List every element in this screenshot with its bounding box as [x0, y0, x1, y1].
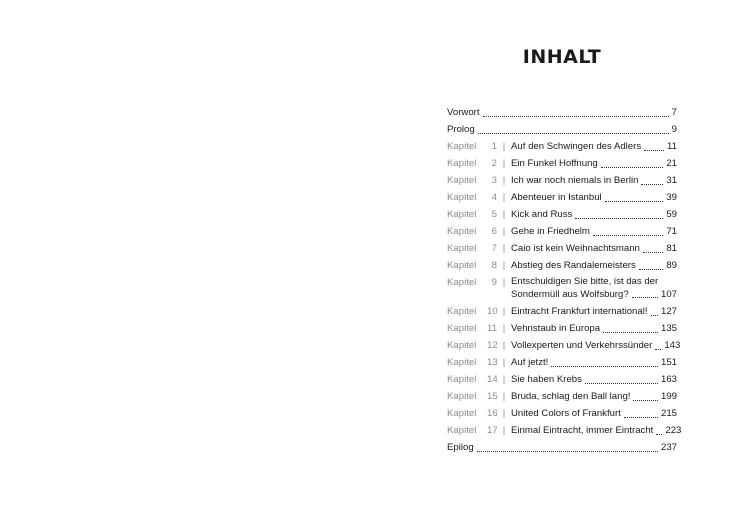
toc-entry-page: 39: [666, 192, 677, 203]
toc-entry-label: United Colors of Frankfurt: [511, 408, 621, 419]
toc-entry-vorwort: [447, 104, 677, 121]
toc-entry-label: Auf den Schwingen des Adlers: [511, 141, 642, 152]
dot-leader: [655, 349, 661, 350]
kapitel-number: 14: [487, 374, 498, 385]
separator: |: [502, 192, 506, 203]
toc-entry-label: Kick and Russ: [511, 209, 573, 220]
toc-entry-kapitel-2: [447, 155, 677, 172]
toc-entry-kapitel-8: [447, 257, 677, 274]
toc-entry-label: Abstieg des Randalemeisters: [511, 260, 636, 271]
kapitel-number: 12: [487, 340, 498, 351]
kapitel-number: 5: [491, 209, 497, 220]
toc-entry-page: 223: [665, 425, 682, 436]
toc-entry-kapitel-6: [447, 223, 677, 240]
toc-entry-label-continued: Sondermüll aus Wolfsburg?: [511, 289, 629, 300]
kapitel-label: Kapitel: [447, 141, 477, 152]
toc-entry-label: Ich war noch niemals in Berlin: [511, 175, 639, 186]
toc-entry-kapitel-11: [447, 320, 677, 337]
toc-entry-page: 11: [667, 141, 677, 152]
kapitel-label: Kapitel: [447, 243, 477, 254]
toc-entry-label: Entschuldigen Sie bitte, ist das der: [511, 276, 659, 287]
separator: |: [502, 357, 506, 368]
kapitel-number: 2: [491, 158, 497, 169]
toc-entry-kapitel-5: [447, 206, 677, 223]
kapitel-number: 9: [491, 277, 497, 288]
toc-entry-label: Vollexperten und Verkehrssünder: [511, 340, 653, 351]
dot-leader: [656, 434, 662, 435]
toc-entry-kapitel-14: [447, 371, 677, 388]
separator: |: [502, 374, 506, 385]
separator: |: [502, 209, 506, 220]
kapitel-number: 13: [487, 357, 498, 368]
kapitel-label: Kapitel: [447, 357, 477, 368]
toc-entry-page: 237: [660, 442, 677, 453]
toc-entry-label: Ein Funkel Hoffnung: [511, 158, 598, 169]
kapitel-number: 7: [491, 243, 497, 254]
toc-entry-label: Vorwort: [447, 107, 480, 118]
kapitel-number: 3: [491, 175, 497, 186]
kapitel-label: Kapitel: [447, 209, 477, 220]
kapitel-label: Kapitel: [447, 175, 477, 186]
toc-entry-kapitel-3: [447, 172, 677, 189]
kapitel-label: Kapitel: [447, 408, 477, 419]
separator: |: [502, 408, 506, 419]
toc-entry-label: Caio ist kein Weihnachtsmann: [511, 243, 640, 254]
kapitel-number: 10: [487, 306, 498, 317]
page-title: INHALT: [522, 46, 602, 68]
toc-entry-label: Sie haben Krebs: [511, 374, 582, 385]
kapitel-number: 16: [487, 408, 498, 419]
kapitel-label: Kapitel: [447, 340, 477, 351]
kapitel-label: Kapitel: [447, 323, 477, 334]
dot-leader: [603, 332, 658, 333]
dot-leader: [575, 218, 663, 219]
dot-leader: [478, 133, 669, 134]
toc-entry-page: 135: [660, 323, 677, 334]
toc-entry-prolog: [447, 121, 677, 138]
separator: |: [502, 260, 506, 271]
dot-leader: [639, 269, 664, 270]
dot-leader: [477, 451, 658, 452]
kapitel-label: Kapitel: [447, 260, 477, 271]
toc-entry-kapitel-9: [447, 274, 677, 303]
toc-entry-page: 71: [666, 226, 677, 237]
separator: |: [502, 175, 506, 186]
toc-entry-label: Gehe in Friedhelm: [511, 226, 590, 237]
toc-entry-kapitel-12: [447, 337, 681, 354]
toc-entry-page: 107: [660, 289, 677, 300]
toc-entry-page: 7: [671, 107, 677, 118]
separator: |: [502, 391, 506, 402]
separator: |: [502, 306, 506, 317]
kapitel-number: 11: [487, 323, 497, 334]
kapitel-label: Kapitel: [447, 425, 477, 436]
toc-entry-kapitel-16: [447, 405, 677, 422]
toc-entry-page: 215: [660, 408, 677, 419]
toc-entry-label: Einmal Eintracht, immer Eintracht: [511, 425, 654, 436]
toc-entry-page: 31: [666, 175, 677, 186]
kapitel-label: Kapitel: [447, 374, 477, 385]
toc-entry-page: 143: [664, 340, 681, 351]
toc-entry-label: Eintracht Frankfurt international!: [511, 306, 648, 317]
separator: |: [502, 158, 506, 169]
kapitel-label: Kapitel: [447, 192, 477, 203]
toc-entry-kapitel-4: [447, 189, 677, 206]
dot-leader: [483, 116, 669, 117]
kapitel-number: 1: [491, 141, 497, 152]
toc-entry-page: 81: [666, 243, 677, 254]
toc-entry-label: Abenteuer in Istanbul: [511, 192, 602, 203]
separator: |: [502, 141, 506, 152]
toc-entry-page: 163: [660, 374, 677, 385]
dot-leader: [551, 366, 658, 367]
toc-entry-kapitel-17: [447, 422, 682, 439]
kapitel-number: 4: [491, 192, 497, 203]
kapitel-label: Kapitel: [447, 158, 477, 169]
kapitel-label: Kapitel: [447, 226, 477, 237]
table-of-contents: [447, 104, 682, 456]
kapitel-number: 6: [491, 226, 497, 237]
dot-leader: [632, 297, 658, 298]
toc-entry-kapitel-15: [447, 388, 677, 405]
kapitel-label: Kapitel: [447, 391, 477, 402]
toc-entry-page: 151: [660, 357, 677, 368]
toc-entry-label: Bruda, schlag den Ball lang!: [511, 391, 631, 402]
toc-entry-page: 9: [671, 124, 677, 135]
toc-entry-kapitel-7: [447, 240, 677, 257]
toc-entry-kapitel-1: [447, 138, 677, 155]
kapitel-number: 8: [491, 260, 497, 271]
dot-leader: [593, 235, 663, 236]
kapitel-label: Kapitel: [447, 277, 477, 288]
dot-leader: [651, 315, 658, 316]
dot-leader: [601, 167, 664, 168]
kapitel-number: 17: [487, 425, 498, 436]
dot-leader: [633, 400, 658, 401]
toc-entry-epilog: [447, 439, 677, 456]
separator: |: [502, 323, 506, 334]
toc-entry-kapitel-10: [447, 303, 677, 320]
separator: |: [502, 243, 506, 254]
toc-entry-page: 59: [666, 209, 677, 220]
separator: |: [502, 226, 506, 237]
dot-leader: [644, 150, 664, 151]
toc-entry-label: Auf jetzt!: [511, 357, 549, 368]
dot-leader: [643, 252, 663, 253]
kapitel-label: Kapitel: [447, 306, 477, 317]
dot-leader: [641, 184, 663, 185]
dot-leader: [605, 201, 664, 202]
toc-entry-kapitel-13: [447, 354, 677, 371]
separator: |: [502, 425, 506, 436]
toc-entry-label: Vehnstaub in Europa: [511, 323, 601, 334]
separator: |: [502, 277, 506, 288]
toc-entry-label: Epilog: [447, 442, 474, 453]
dot-leader: [585, 383, 658, 384]
toc-entry-page: 89: [666, 260, 677, 271]
toc-entry-label: Prolog: [447, 124, 475, 135]
toc-entry-page: 127: [660, 306, 677, 317]
separator: |: [502, 340, 506, 351]
kapitel-number: 15: [487, 391, 498, 402]
toc-entry-page: 21: [666, 158, 677, 169]
dot-leader: [624, 417, 658, 418]
toc-entry-page: 199: [660, 391, 677, 402]
